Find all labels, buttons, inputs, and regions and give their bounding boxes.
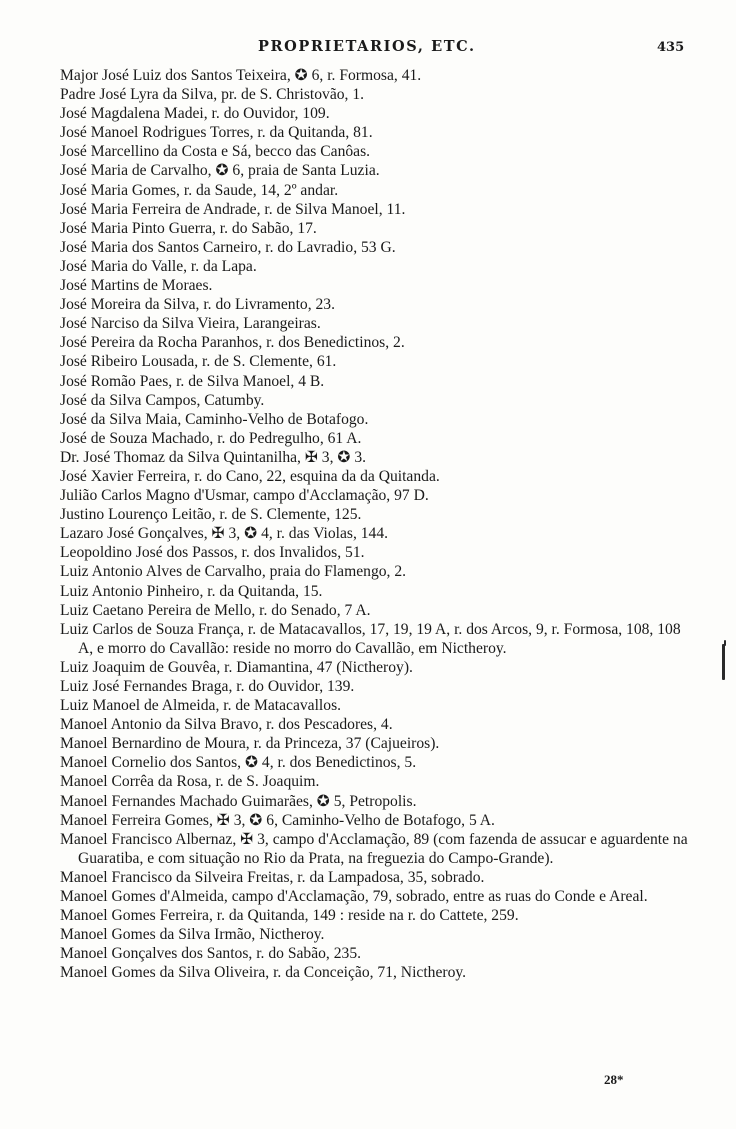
list-item: José da Silva Campos, Catumby. — [60, 391, 265, 409]
list-item: José Maria de Carvalho, ✪ 6, praia de Santa Luzia. — [60, 162, 380, 180]
list-item: Luiz Antonio Alves de Carvalho, praia do Flamengo, 2. — [60, 563, 407, 581]
list-item: Lazaro José Gonçalves, ✠ 3, ✪ 4, r. das Violas, 144. — [60, 525, 389, 543]
list-item: Manoel Ferreira Gomes, ✠ 3, ✪ 6, Caminho-Velho de Botafogo, 5 A. — [60, 811, 495, 829]
list-item: José Narciso da Silva Vieira, Larangeiras. — [60, 315, 321, 333]
list-item: José de Souza Machado, r. do Pedregulho, 61 A. — [60, 429, 362, 447]
list-item: José Maria Gomes, r. da Saude, 14, 2º andar. — [60, 181, 339, 199]
list-item: Luiz Joaquim de Gouvêa, r. Diamantina, 47 (Nictheroy). — [60, 658, 413, 676]
list-item: Manoel Gomes da Silva Oliveira, r. da Conceição, 71, Nictheroy. — [60, 964, 467, 982]
margin-ink-mark — [722, 644, 725, 680]
list-item: Leopoldino José dos Passos, r. dos Invalidos, 51. — [60, 544, 365, 562]
list-item: José Maria Pinto Guerra, r. do Sabão, 17. — [60, 219, 317, 237]
list-item: Luiz Manoel de Almeida, r. de Matacavallos. — [60, 697, 342, 715]
list-item: José Martins de Moraes. — [60, 277, 213, 295]
list-item: José Magdalena Madei, r. do Ouvidor, 109. — [60, 105, 330, 123]
list-item: Luiz Antonio Pinheiro, r. da Quitanda, 15. — [60, 582, 323, 600]
list-item: José Manoel Rodrigues Torres, r. da Quitanda, 81. — [60, 124, 373, 142]
list-item: Dr. José Thomaz da Silva Quintanilha, ✠ 3, ✪ 3. — [60, 448, 367, 466]
list-item: Manoel Francisco da Silveira Freitas, r. da Lampadosa, 35, sobrado. — [60, 868, 485, 886]
list-item: Manoel Francisco Albernaz, ✠ 3, campo d'Acclamação, 89 (com fazenda de assucar e aguardente na Guaratiba, e com situação no Rio da Prata, na freguezia do Campo-Grande). — [60, 830, 688, 867]
list-item: José Xavier Ferreira, r. do Cano, 22, esquina da da Quitanda. — [60, 467, 440, 485]
list-item: José Ribeiro Lousada, r. de S. Clemente, 61. — [60, 353, 337, 371]
list-item: José Maria do Valle, r. da Lapa. — [60, 257, 257, 275]
list-item: Luiz Caetano Pereira de Mello, r. do Senado, 7 A. — [60, 601, 371, 619]
list-item: José Marcellino da Costa e Sá, becco das Canôas. — [60, 143, 371, 161]
signature-mark: 28* — [604, 1072, 624, 1087]
list-item: Manoel Corrêa da Rosa, r. de S. Joaquim. — [60, 773, 320, 791]
list-item: Manoel Gonçalves dos Santos, r. do Sabão, 235. — [60, 945, 362, 963]
list-item: Manoel Antonio da Silva Bravo, r. dos Pescadores, 4. — [60, 716, 393, 734]
list-item: José Maria dos Santos Carneiro, r. do Lavradio, 53 G. — [60, 238, 396, 256]
list-item: Luiz José Fernandes Braga, r. do Ouvidor, 139. — [60, 678, 355, 695]
list-item: Julião Carlos Magno d'Usmar, campo d'Acclamação, 97 D. — [60, 487, 429, 505]
list-item: Padre José Lyra da Silva, pr. de S. Christovão, 1. — [60, 86, 365, 104]
list-item: José Pereira da Rocha Paranhos, r. dos Benedictinos, 2. — [60, 334, 405, 352]
page-number: 435 — [657, 40, 685, 55]
list-item: José Moreira da Silva, r. do Livramento, 23. — [60, 296, 335, 314]
list-item: José Maria Ferreira de Andrade, r. de Silva Manoel, 11. — [60, 200, 406, 218]
list-item: Manoel Cornelio dos Santos, ✪ 4, r. dos Benedictinos, 5. — [60, 754, 417, 772]
list-item: Manoel Gomes da Silva Irmão, Nictheroy. — [60, 926, 325, 944]
list-item: José Romão Paes, r. de Silva Manoel, 4 B. — [60, 372, 325, 390]
list-item: Manoel Gomes Ferreira, r. da Quitanda, 149 : reside na r. do Cattete, 259. — [60, 907, 519, 925]
list-item: Luiz Carlos de Souza França, r. de Matacavallos, 17, 19, 19 A, r. dos Arcos, 9, r. Formosa, 108, 108 A, e morro do Cavallão: reside no morro do Cavallão, em Nictheroy. — [60, 620, 681, 657]
list-item: Manoel Fernandes Machado Guimarães, ✪ 5, Petropolis. — [60, 792, 417, 810]
directory-list — [60, 66, 690, 983]
page-header — [0, 38, 736, 60]
list-item: Major José Luiz dos Santos Teixeira, ✪ 6, r. Formosa, 41. — [60, 67, 422, 84]
running-title: PROPRIETARIOS, ETC. — [258, 38, 476, 55]
list-item: Justino Lourenço Leitão, r. de S. Clemente, 125. — [60, 506, 362, 524]
list-item: Manoel Bernardino de Moura, r. da Princeza, 37 (Cajueiros). — [60, 735, 440, 753]
list-item: Manoel Gomes d'Almeida, campo d'Acclamação, 79, sobrado, entre as ruas do Conde e Areal. — [60, 888, 648, 906]
list-item: José da Silva Maia, Caminho-Velho de Botafogo. — [60, 410, 369, 428]
